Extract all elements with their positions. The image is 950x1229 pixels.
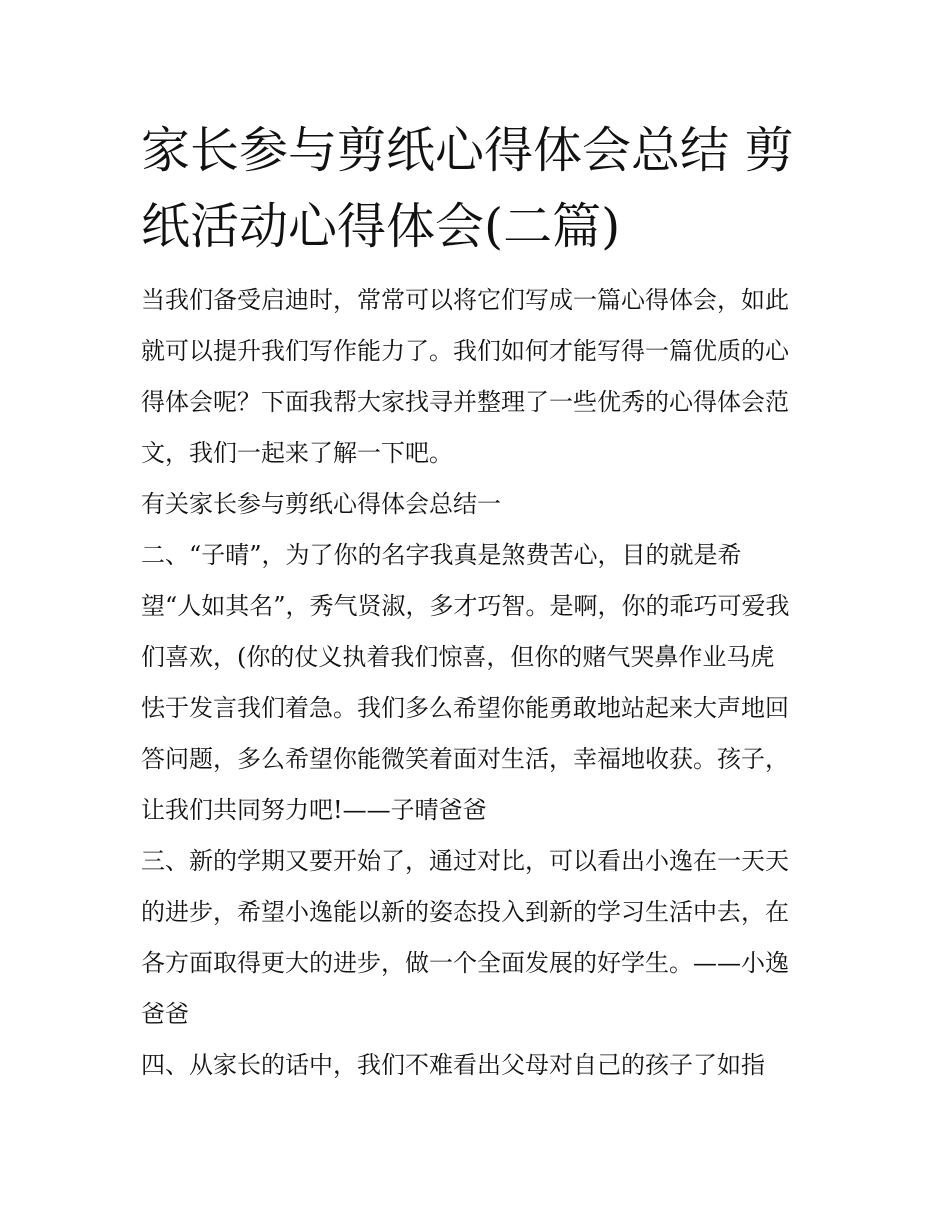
document-body xyxy=(141,275,813,1091)
body-line: 文，我们一起来了解一下吧。 xyxy=(141,439,453,467)
body-line: 答问题，多么希望你能微笑着面对生活，幸福地收获。孩子， xyxy=(141,745,789,773)
body-line: 就可以提升我们写作能力了。我们如何才能写得一篇优质的心 xyxy=(141,337,789,365)
body-line: 有关家长参与剪纸心得体会总结一 xyxy=(141,490,501,518)
body-line: 望“人如其名”，秀气贤淑，多才巧智。是啊，你的乖巧可爱我 xyxy=(141,592,790,620)
body-line: 们喜欢，(你的仗义执着我们惊喜，但你的赌气哭鼻作业马虎 xyxy=(141,643,775,671)
body-line: 三、新的学期又要开始了，通过对比，可以看出小逸在一天天 xyxy=(141,847,789,875)
body-line: 的进步，希望小逸能以新的姿态投入到新的学习生活中去，在 xyxy=(141,898,789,926)
body-line: 二、“子晴”，为了你的名字我真是煞费苦心，目的就是希 xyxy=(141,541,742,569)
document-title xyxy=(141,113,821,265)
title-line: 家长参与剪纸心得体会总结 剪 xyxy=(141,122,794,179)
body-line: 得体会呢？下面我帮大家找寻并整理了一些优秀的心得体会范 xyxy=(141,388,789,416)
body-line: 四、从家长的话中，我们不难看出父母对自己的孩子了如指 xyxy=(141,1051,765,1079)
body-line: 怯于发言我们着急。我们多么希望你能勇敢地站起来大声地回 xyxy=(141,694,789,722)
body-line: 爸爸 xyxy=(141,1000,189,1028)
title-line: 纸活动心得体会(二篇) xyxy=(141,198,621,255)
body-line: 各方面取得更大的进步，做一个全面发展的好学生。——小逸 xyxy=(141,949,789,977)
body-line: 让我们共同努力吧!——子晴爸爸 xyxy=(141,796,487,824)
body-line: 当我们备受启迪时，常常可以将它们写成一篇心得体会，如此 xyxy=(141,286,789,314)
